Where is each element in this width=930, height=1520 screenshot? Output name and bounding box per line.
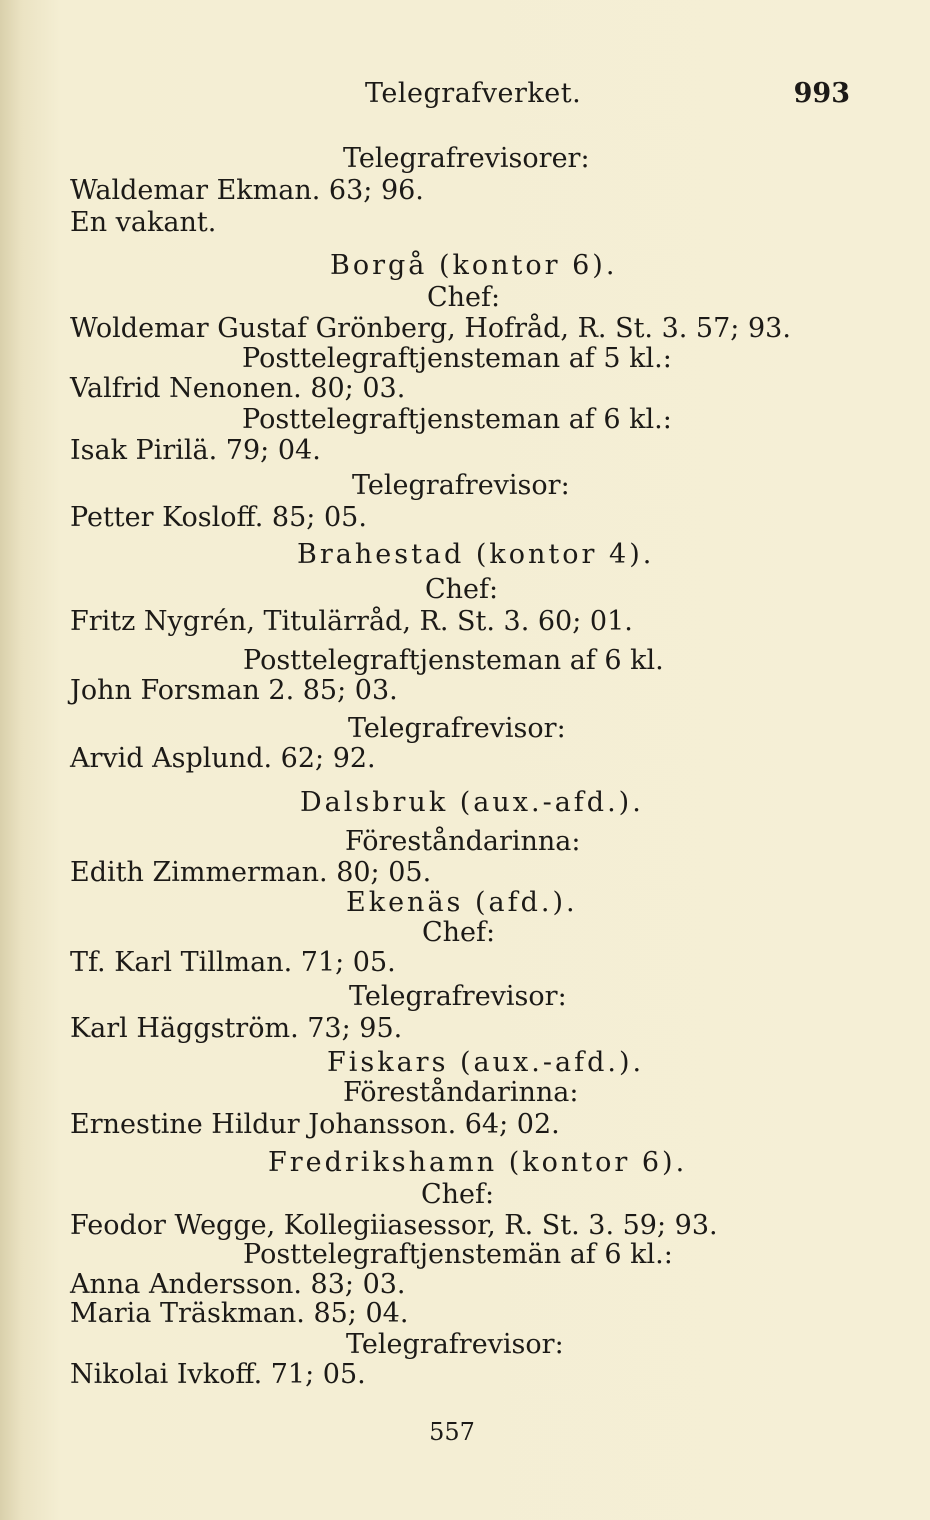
section-heading: Posttelegraftjensteman af 6 kl.	[243, 645, 664, 676]
office-heading: Borgå (kontor 6).	[330, 250, 618, 281]
person-entry: Petter Kosloff. 85; 05.	[70, 502, 367, 533]
person-entry: Fritz Nygrén, Titulärråd, R. St. 3. 60; 01.	[70, 606, 633, 637]
section-heading: Telegrafrevisor:	[346, 1329, 564, 1360]
person-entry: Ernestine Hildur Johansson. 64; 02.	[70, 1109, 560, 1140]
page-number: 993	[793, 78, 850, 109]
office-heading: Ekenäs (afd.).	[346, 887, 578, 918]
section-heading: Föreståndarinna:	[343, 1077, 579, 1108]
office-heading: Dalsbruk (aux.-afd.).	[300, 787, 644, 818]
section-heading: Telegrafrevisor:	[349, 981, 567, 1012]
section-heading: Telegrafrevisor:	[352, 470, 570, 501]
office-heading: Fredrikshamn (kontor 6).	[268, 1147, 688, 1178]
section-heading: Telegrafrevisorer:	[343, 143, 590, 174]
person-entry: Arvid Asplund. 62; 92.	[70, 743, 376, 774]
person-entry: Woldemar Gustaf Grönberg, Hofråd, R. St. 3. 57; 93.	[70, 313, 791, 344]
section-heading: Chef:	[425, 574, 499, 605]
section-heading: Föreståndarinna:	[345, 826, 581, 857]
person-entry: Waldemar Ekman. 63; 96.	[70, 175, 424, 206]
person-entry: Valfrid Nenonen. 80; 03.	[70, 373, 406, 404]
signature-number: 557	[429, 1418, 475, 1446]
page-header	[70, 78, 850, 118]
section-heading: Posttelegraftjensteman af 6 kl.:	[242, 404, 672, 435]
section-heading: Telegrafrevisor:	[348, 713, 566, 744]
person-entry: En vakant.	[70, 207, 217, 238]
person-entry: Tf. Karl Tillman. 71; 05.	[70, 947, 396, 978]
section-heading: Posttelegraftjenstemän af 6 kl.:	[243, 1239, 673, 1270]
person-entry: Anna Andersson. 83; 03.	[70, 1269, 406, 1300]
office-heading: Fiskars (aux.-afd.).	[327, 1047, 645, 1078]
person-entry: Maria Träskman. 85; 04.	[70, 1298, 409, 1329]
person-entry: Isak Pirilä. 79; 04.	[70, 435, 321, 466]
person-entry: Feodor Wegge, Kollegiiasessor, R. St. 3. 59; 93.	[70, 1210, 718, 1241]
running-title: Telegrafverket.	[365, 78, 582, 109]
office-heading: Brahestad (kontor 4).	[297, 539, 655, 570]
person-entry: Karl Häggström. 73; 95.	[70, 1013, 403, 1044]
person-entry: Edith Zimmerman. 80; 05.	[70, 857, 432, 888]
person-entry: Nikolai Ivkoff. 71; 05.	[70, 1359, 366, 1390]
section-heading: Chef:	[422, 917, 496, 948]
section-heading: Chef:	[427, 282, 501, 313]
section-heading: Chef:	[421, 1179, 495, 1210]
person-entry: John Forsman 2. 85; 03.	[70, 675, 398, 706]
printer-signature	[0, 1418, 930, 1446]
section-heading: Posttelegraftjensteman af 5 kl.:	[242, 343, 672, 374]
